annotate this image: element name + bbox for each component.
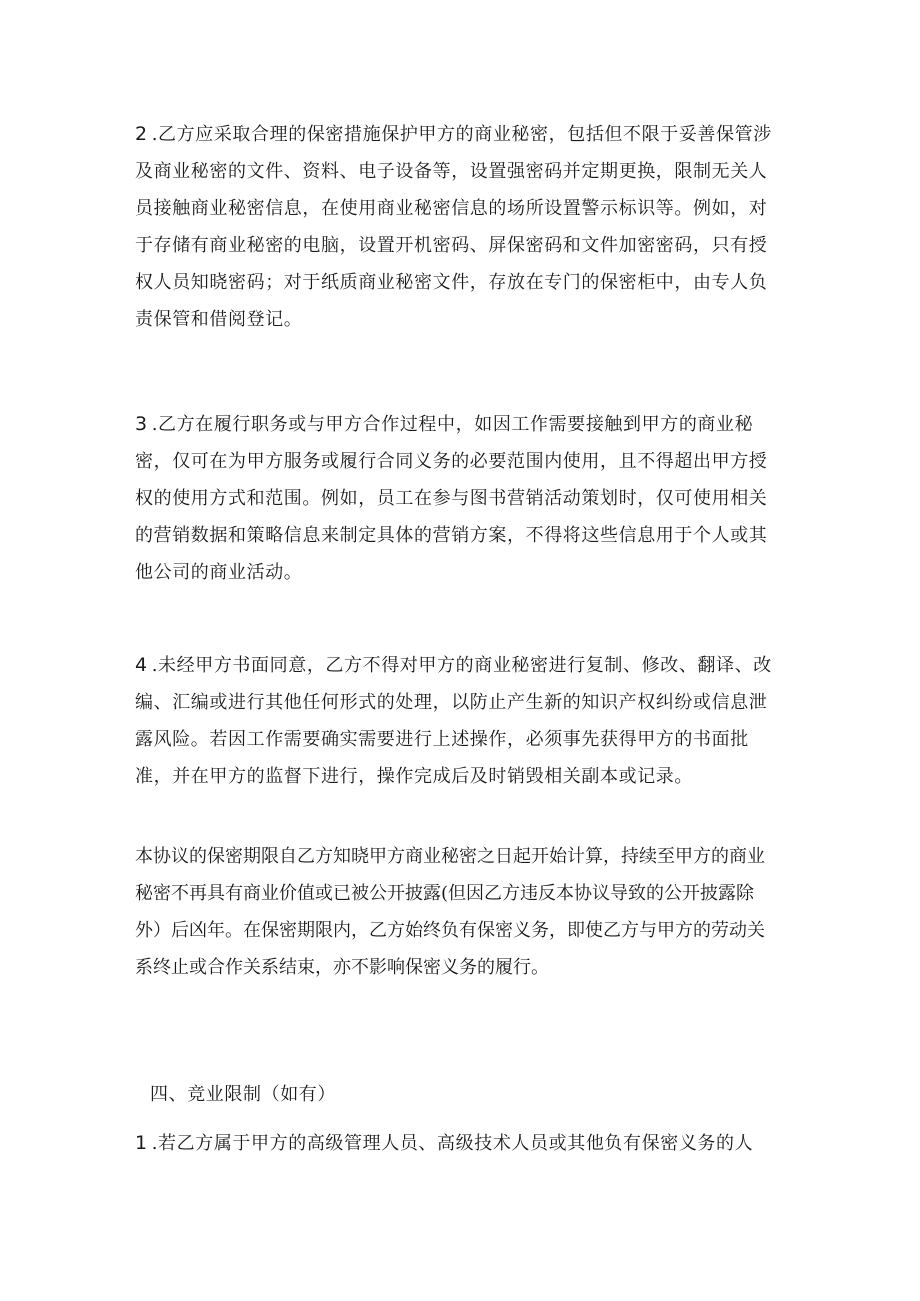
section4-clause-1 [135,1125,795,1162]
clause-4 [135,647,795,795]
clause-line: 露风险。若因工作需要确实需要进行上述操作，必须事先获得甲方的书面批 [135,729,749,750]
clause-number: 2 [135,123,148,145]
term-line: 系终止或合作关系结束，亦不影响保密义务的履行。 [135,957,549,978]
clause-number: 4 [135,654,148,676]
clause-line: 责保管和借阅登记。 [135,309,303,330]
clause-number: 3 [135,413,148,435]
clause-line: .乙方应采取合理的保密措施保护甲方的商业秘密，包括但不限于妥善保管涉 [151,124,772,145]
clause-line: .若乙方属于甲方的高级管理人员、高级技术人员或其他负有保密义务的人 [151,1133,754,1154]
section-heading: 四、竞业限制（如有） [150,1084,336,1105]
clause-line: 权人员知晓密码；对于纸质商业秘密文件，存放在专门的保密柜中，由专人负 [135,272,768,293]
clause-2 [135,116,795,338]
clause-line: 于存储有商业秘密的电脑，设置开机密码、屏保密码和文件加密密码，只有授 [135,235,768,256]
clause-line: 密，仅可在为甲方服务或履行合同义务的必要范围内使用，且不得超出甲方授 [135,451,768,472]
clause-line: 他公司的商业活动。 [135,562,303,583]
clause-3 [135,406,795,591]
confidentiality-term [135,838,795,986]
clause-number: 1 [135,1132,148,1154]
term-line: 外）后凶年。在保密期限内，乙方始终负有保密义务，即使乙方与甲方的劳动关 [135,920,765,941]
clause-line: .未经甲方书面同意，乙方不得对甲方的商业秘密进行复制、修改、翻译、改 [151,655,772,676]
term-line: 秘密不再具有商业价值或已被公开披露(但因乙方违反本协议导致的公开披露除 [135,883,755,904]
term-line: 本协议的保密期限自乙方知晓甲方商业秘密之日起开始计算，持续至甲方的商业 [135,846,765,867]
clause-line: 员接触商业秘密信息，在使用商业秘密信息的场所设置警示标识等。例如，对 [135,198,768,219]
clause-line: .乙方在履行职务或与甲方合作过程中，如因工作需要接触到甲方的商业秘 [151,414,754,435]
clause-line: 准，并在甲方的监督下进行，操作完成后及时销毁相关副本或记录。 [135,766,693,787]
clause-line: 的营销数据和策略信息来制定具体的营销方案，不得将这些信息用于个人或其 [135,525,768,546]
clause-line: 权的使用方式和范围。例如，员工在参与图书营销活动策划时，仅可使用相关 [135,488,768,509]
clause-line: 编、汇编或进行其他任何形式的处理，以防止产生新的知识产权纠纷或信息泄 [135,692,768,713]
clause-line: 及商业秘密的文件、资料、电子设备等，设置强密码并定期更换，限制无关人 [135,161,768,182]
